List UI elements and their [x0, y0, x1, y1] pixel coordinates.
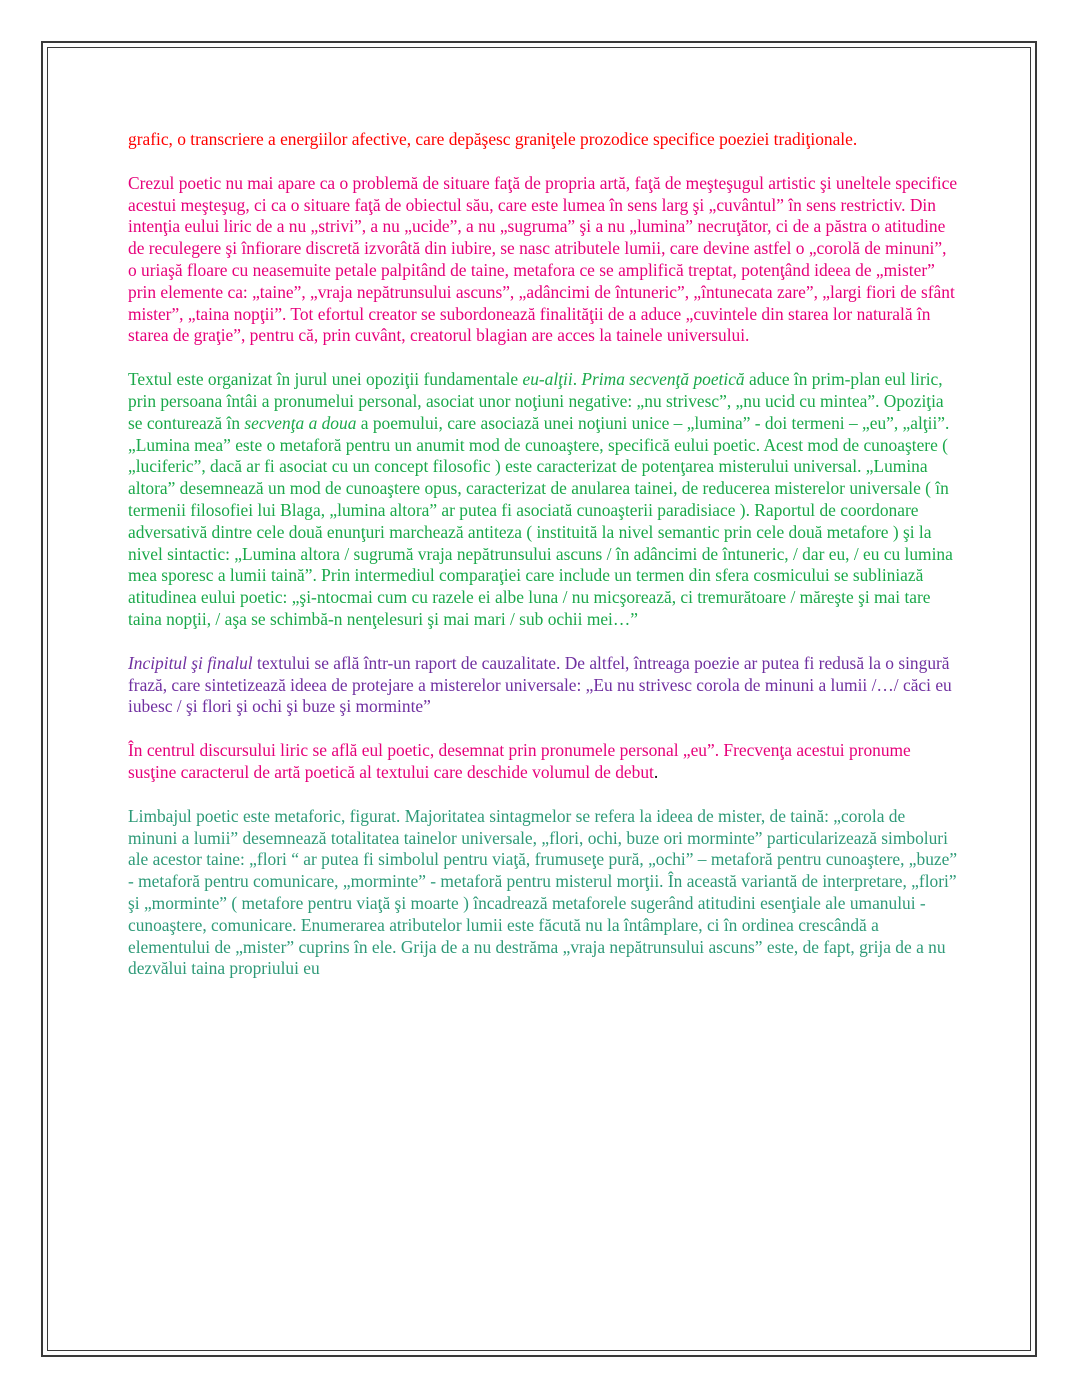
- paragraph-4-text: textului se află într-un raport de cauzalitate. De altfel, întreaga poezie ar putea fi redusă la o singură frază, care sintetizează ideea de protejare a misterelor universale: „Eu nu strivesc corola de minuni a lumii /…/ căci eu iubesc / şi flori şi ochi şi buze şi morminte”: [128, 652, 952, 717]
- paragraph-4: [128, 653, 958, 718]
- paragraph-4-italic: Incipitul şi finalul: [128, 652, 253, 673]
- paragraph-3-text-c: aduce în prim-plan eul liric, prin persoana întâi a pronumelui personal, asociat unor noţiuni negative: „nu strivesc”, „nu ucid cu mintea”. Opoziţia se conturează în: [128, 369, 944, 433]
- paragraph-3-italic-a: eu-alţii: [522, 369, 573, 390]
- paragraph-3-text-d: a poemului, care asociază unei noţiuni unice – „lumina” - doi termeni – „eu”, „alţii”. „Lumina mea” este o metaforă pentru un anumit mod de cunoaştere, specifică eului poetic. Acest mod de cunoaştere ( „luciferic”, dacă ar fi asociat cu un concept filosofic ) este caracterizat de potenţarea misterului universal. „Lumina altora” desemnează un mod de cunoaştere opus, caracterizat de anularea tainei, de reducerea misterelor universale ( în termenii filosofiei lui Blaga, „lumina altora” ar putea fi asociată cunoaşterii paradisiace ). Raportul de coordonare adversativă dintre cele două enunţuri marchează antiteza ( instituită la nivel semantic prin cele două metafore ) şi la nivel sintactic: „Lumina altora / sugrumă vraja nepătrunsului ascuns / în adâncimi de întuneric, / dar eu, / eu cu lumina mea sporesc a lumii taină”. Prin intermediul comparaţiei care include un termen din sfera cosmicului se subliniază atitudinea eului poetic: „şi-ntocmai cum cu razele ei albe luna / nu micşorează, ci tremurătoare / măreşte şi mai tare taina nopţii, / aşa se schimbă-n nenţelesuri şi mai mari / sub ochii mei…”: [128, 412, 953, 629]
- paragraph-5-end: .: [653, 761, 659, 782]
- paragraph-6-text: Limbajul poetic este metaforic, figurat. Majoritatea sintagmelor se refera la ideea de mister, de taină: „corola de minuni a lumii” desemnează totalitatea tainelor universale, „flori, ochi, buze ori morminte” particularizează simboluri ale acestor taine: „flori “ ar putea fi simbolul pentru viaţă, frumuseţe pură, „ochi” – metaforă pentru cunoaştere, „buze” - metaforă pentru comunicare, „morminte” - metaforă pentru misterul morţii. În această variantă de interpretare, „flori” şi „morminte” ( metafore pentru viaţă şi moarte ) încadrează metaforele sugerând atitudini esenţiale ale umanului - cunoaştere, comunicare. Enumerarea atributelor lumii este făcută nu la întâmplare, ci în ordinea crescândă a elementului de „mister” cuprins în ele. Grija de a nu destrăma „vraja nepătrunsului ascuns” este, de fapt, grija de a nu dezvălui taina propriului eu: [128, 805, 958, 979]
- paragraph-6: [128, 806, 958, 980]
- paragraph-3-text-b: .: [572, 369, 582, 390]
- paragraph-1-text: grafic, o transcriere a energiilor afective, care depăşesc graniţele prozodice specifice poeziei tradiţionale.: [128, 129, 858, 149]
- paragraph-3-italic-b: Prima secvenţă poetică: [581, 369, 745, 390]
- paragraph-2: [128, 173, 958, 347]
- paragraph-3-italic-c: secvenţa a doua: [244, 412, 357, 433]
- paragraph-1: [128, 129, 958, 151]
- paragraph-5-text: În centrul discursului liric se află eul poetic, desemnat prin pronumele personal „eu”. Frecvenţa acestui pronume susţine caracterul de artă poetică al textului care deschide volumul de debut: [128, 740, 911, 782]
- paragraph-3-text-a: Textul este organizat în jurul unei opoziţii fundamentale: [128, 369, 523, 390]
- paragraph-5: [128, 740, 958, 784]
- document-body: [128, 129, 958, 1002]
- paragraph-3: [128, 369, 958, 631]
- paragraph-2-text: Crezul poetic nu mai apare ca o problemă de situare faţă de propria artă, faţă de meşteşugul artistic şi uneltele specifice acestui meşteşug, ci ca o situare faţă de obiectul său, care este lumea în sens larg şi „cuvântul” în sens restrictiv. Din intenţia eului liric de a nu „strivi”, a nu „ucide”, a nu „sugruma” şi a nu „lumina” necruţător, ci de a păstra o atitudine de reculegere şi înfiorare discretă izvorâtă din iubire, se nasc atributele lumii, care devine astfel o „corolă de minuni”, o uriaşă floare cu neasemuite petale palpitând de taine, metafora ce se amplifică treptat, potenţând ideea de „mister” prin elemente ca: „taine”, „vraja nepătrunsului ascuns”, „adâncimi de întuneric”, „întunecata zare”, „largi fiori de sfânt mister”, „taina nopţii”. Tot efortul creator se subordonează finalităţii de a aduce „cuvintele din starea lor naturală în starea de graţie”, pentru că, prin cuvânt, creatorul blagian are acces la tainele universului.: [128, 172, 958, 346]
